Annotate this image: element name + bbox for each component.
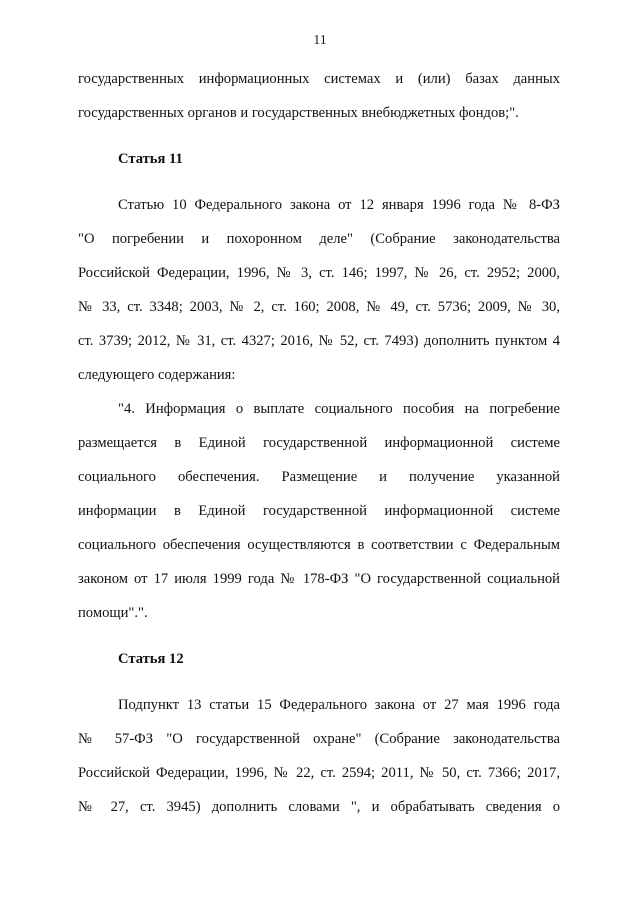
text-line: социального обеспечения осуществляются в соответствии с Федеральным [78,537,560,553]
text-line: социального обеспечения. Размещение и получение указанной [78,469,560,485]
text-line: Подпункт 13 статьи 15 Федерального закона от 27 мая 1996 года [118,697,560,713]
article-12-heading: Статья 12 [118,651,184,667]
text-line: Российской Федерации, 1996, № 3, ст. 146; 1997, № 26, ст. 2952; 2000, [78,265,560,281]
text-line: Статью 10 Федерального закона от 12 января 1996 года № 8-ФЗ [118,197,560,213]
text-line: следующего содержания: [78,367,236,383]
text-line: законом от 17 июля 1999 года № 178-ФЗ "О государственной социальной [78,571,560,587]
text-line: ст. 3739; 2012, № 31, ст. 4327; 2016, № 52, ст. 7493) дополнить пунктом 4 [78,333,560,349]
text-line: помощи".". [78,605,148,621]
text-line: размещается в Единой государственной информационной системе [78,435,560,451]
page-number: 11 [313,33,327,48]
document-body [78,62,560,824]
text-line: государственных информационных системах и (или) базах данных [78,71,560,87]
text-line: Российской Федерации, 1996, № 22, ст. 2594; 2011, № 50, ст. 7366; 2017, [78,765,560,781]
text-line: № 57-ФЗ "О государственной охране" (Собрание законодательства [78,731,560,747]
article-11-heading: Статья 11 [118,151,183,167]
text-line: "О погребении и похоронном деле" (Собрание законодательства [78,231,560,247]
text-line: № 33, ст. 3348; 2003, № 2, ст. 160; 2008, № 49, ст. 5736; 2009, № 30, [78,299,560,315]
text-line: № 27, ст. 3945) дополнить словами ", и обрабатывать сведения о [78,799,560,815]
text-line: информации в Единой государственной информационной системе [78,503,560,519]
text-line: "4. Информация о выплате социального пособия на погребение [118,401,560,417]
text-line: государственных органов и государственных внебюджетных фондов;". [78,105,519,121]
